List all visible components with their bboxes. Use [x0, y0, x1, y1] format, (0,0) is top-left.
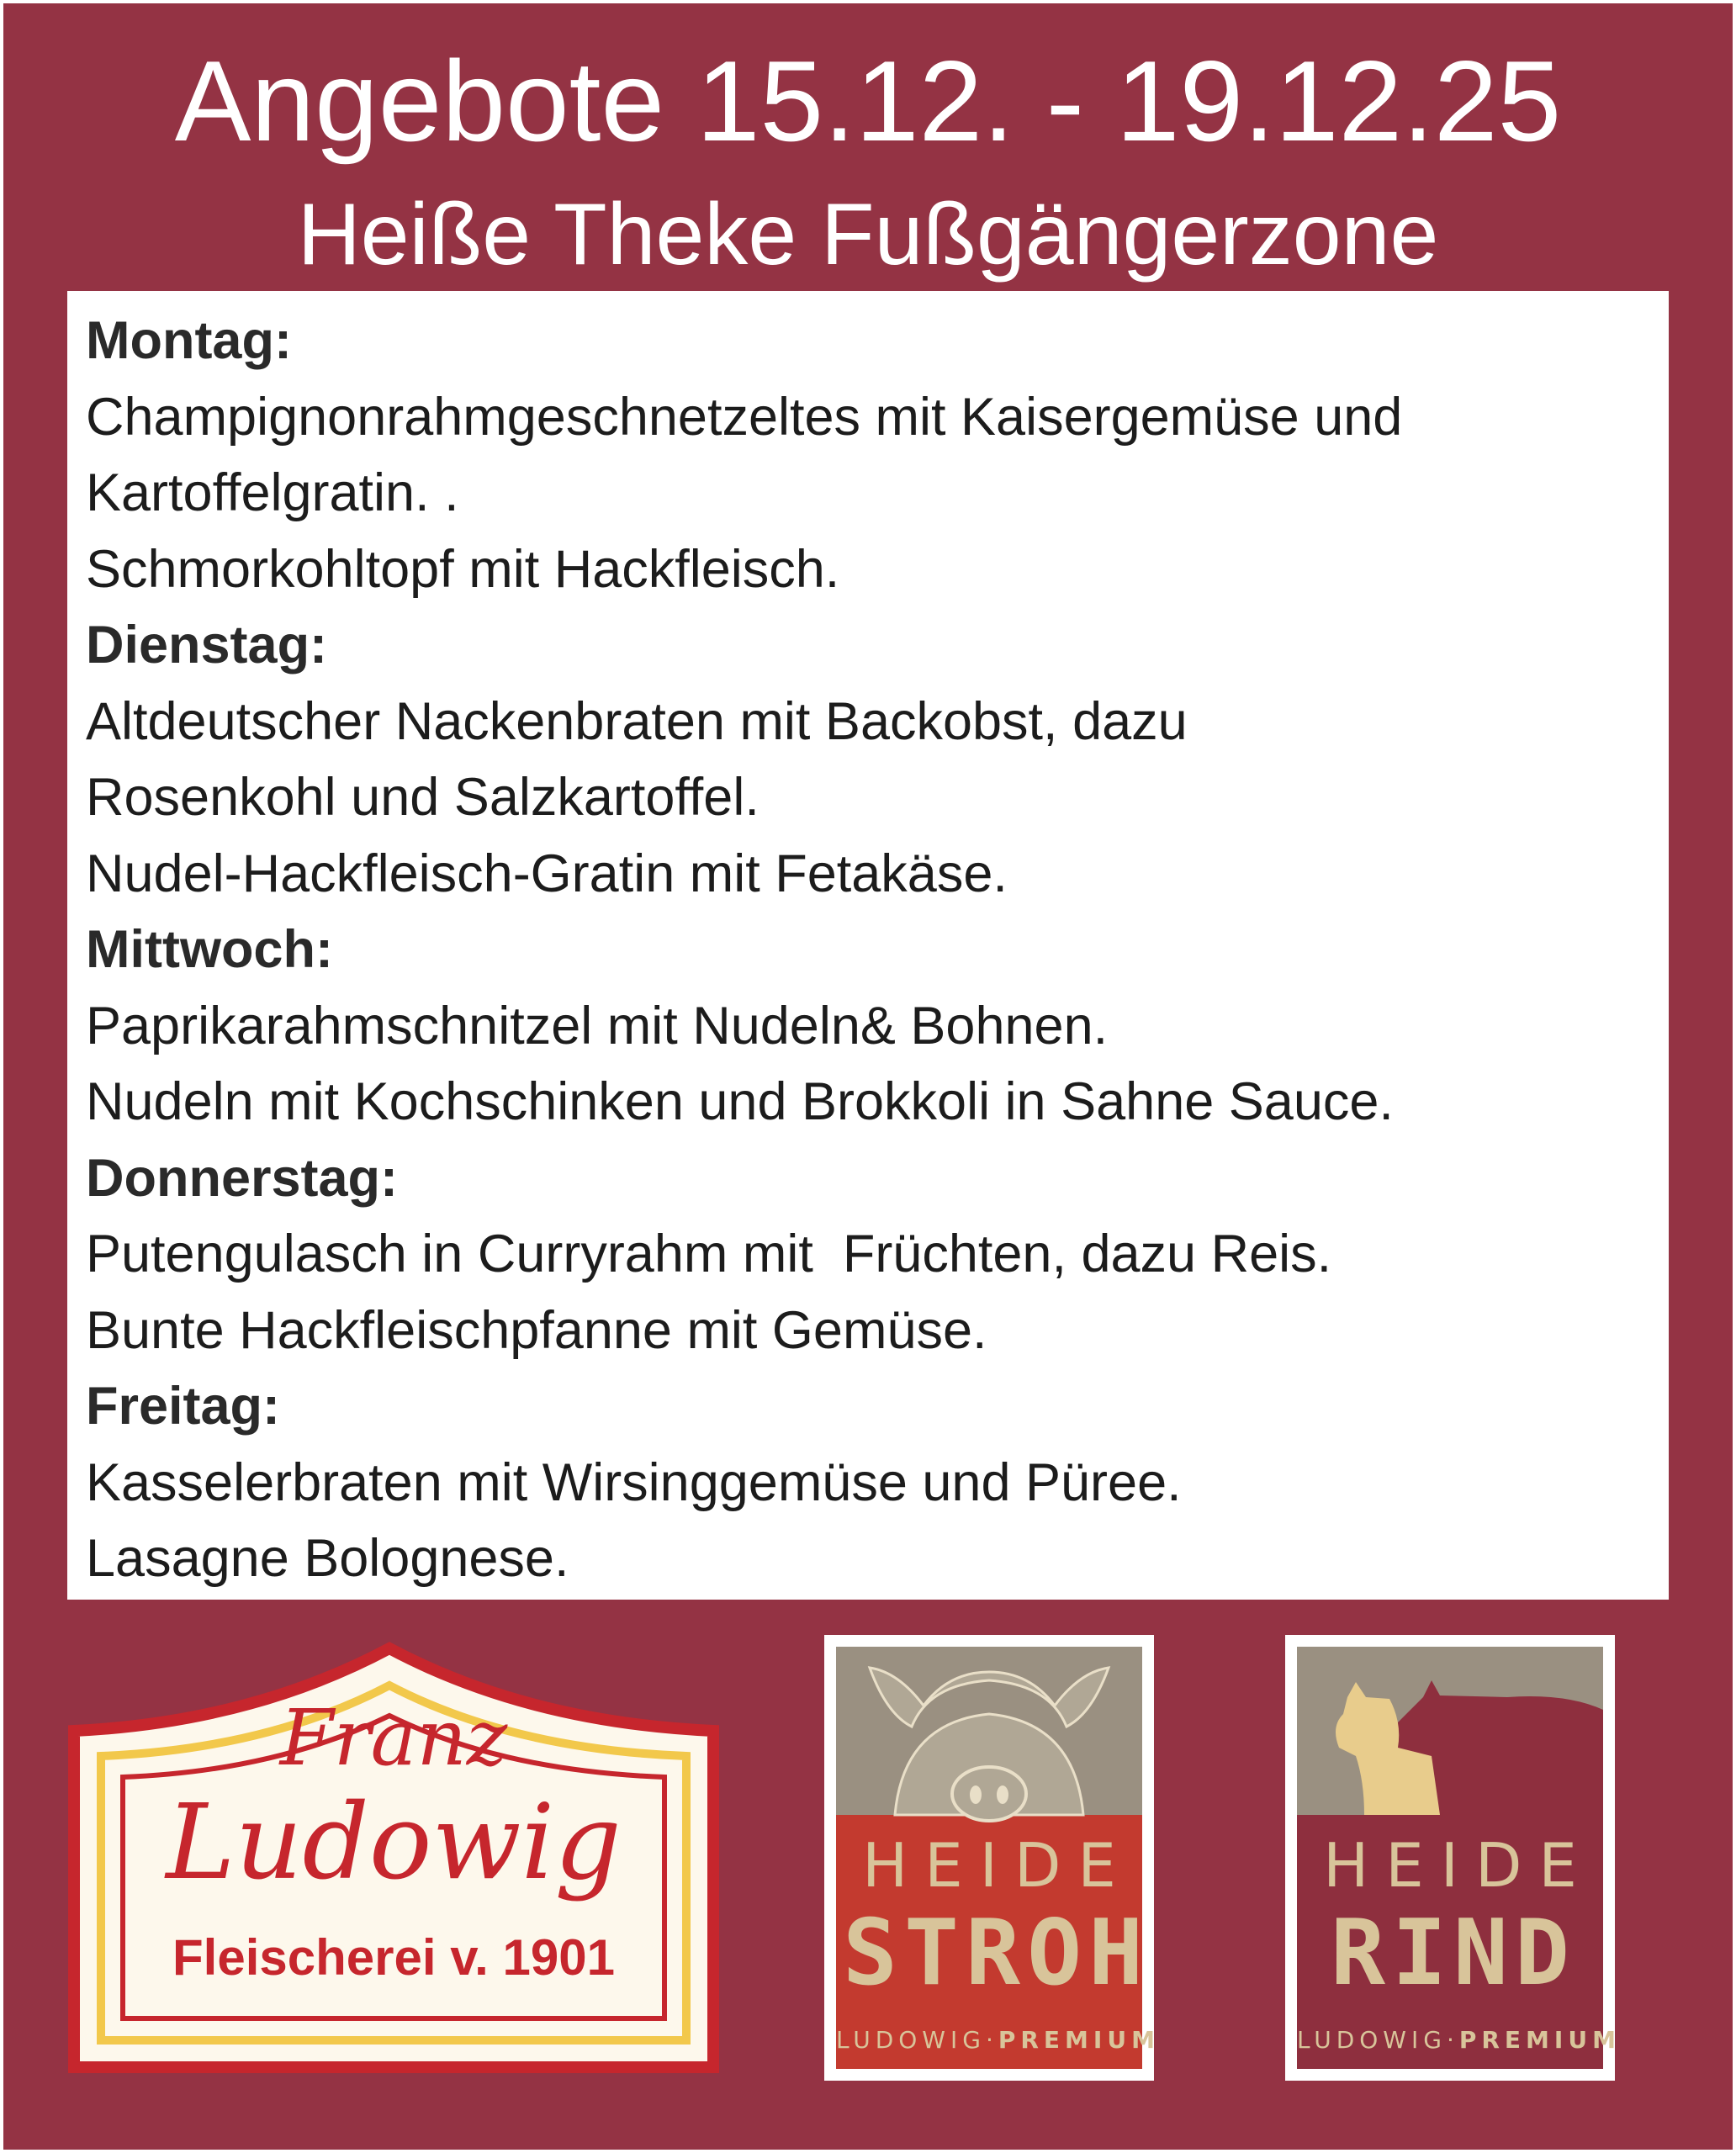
- badge-stroh-text: STROH: [843, 1901, 1151, 2006]
- menu-item: Paprikarahmschnitzel mit Nudeln& Bohnen.: [86, 996, 1109, 1055]
- offers-poster: [3, 3, 1733, 2150]
- menu-item: Kartoffelgratin. .: [86, 463, 459, 522]
- menu-item: Bunte Hackfleischpfanne mit Gemüse.: [86, 1300, 987, 1360]
- menu-day-heading: Freitag:: [86, 1377, 281, 1436]
- logo-tagline: Fleischerei v. 1901: [172, 1929, 615, 1986]
- page-subtitle: Heiße Theke Fußgängerzone: [297, 186, 1439, 283]
- menu-item: Kasselerbraten mit Wirsinggemüse und Püree.: [86, 1452, 1182, 1512]
- cow-icon: [1297, 1647, 1603, 1857]
- logo-ludowig-text: Ludowig: [166, 1782, 622, 1903]
- badge-heide-text: HEIDE: [862, 1830, 1133, 1901]
- heide-rind-badge: [1285, 1635, 1621, 2081]
- heide-stroh-badge: [824, 1635, 1160, 2081]
- menu-panel: [67, 291, 1669, 1600]
- menu-item: Lasagne Bolognese.: [86, 1529, 569, 1588]
- badge-heide-text: HEIDE: [1323, 1830, 1594, 1901]
- menu-item: Rosenkohl und Salzkartoffel.: [86, 768, 760, 827]
- menu-day-heading: Dienstag:: [86, 616, 328, 674]
- logo-franz-text: Franz: [279, 1693, 508, 1783]
- franz-ludowig-logo: [57, 1638, 730, 2076]
- menu-day-heading: Montag:: [86, 311, 292, 370]
- menu-day-heading: Donnerstag:: [86, 1148, 399, 1208]
- page-title: Angebote 15.12. - 19.12.25: [174, 37, 1562, 165]
- menu-item: Nudel-Hackfleisch-Gratin mit Fetakäse.: [86, 844, 1008, 903]
- badge-premium-text: LUDOWIG·PREMIUM: [1297, 2026, 1621, 2054]
- menu-day-heading: Mittwoch:: [86, 920, 333, 979]
- menu-item: Putengulasch in Curryrahm mit Früchten, dazu Reis.: [86, 1225, 1332, 1283]
- pig-icon: [836, 1647, 1142, 1857]
- menu-item: Altdeutscher Nackenbraten mit Backobst, dazu: [86, 691, 1188, 751]
- badge-rind-text: RIND: [1330, 1901, 1577, 2006]
- menu-item: Nudeln mit Kochschinken und Brokkoli in Sahne Sauce.: [86, 1072, 1394, 1131]
- badge-premium-text: LUDOWIG·PREMIUM: [836, 2026, 1160, 2054]
- menu-item: Champignonrahmgeschnetzeltes mit Kaisergemüse und: [86, 387, 1403, 447]
- menu-item: Schmorkohltopf mit Hackfleisch.: [86, 539, 840, 599]
